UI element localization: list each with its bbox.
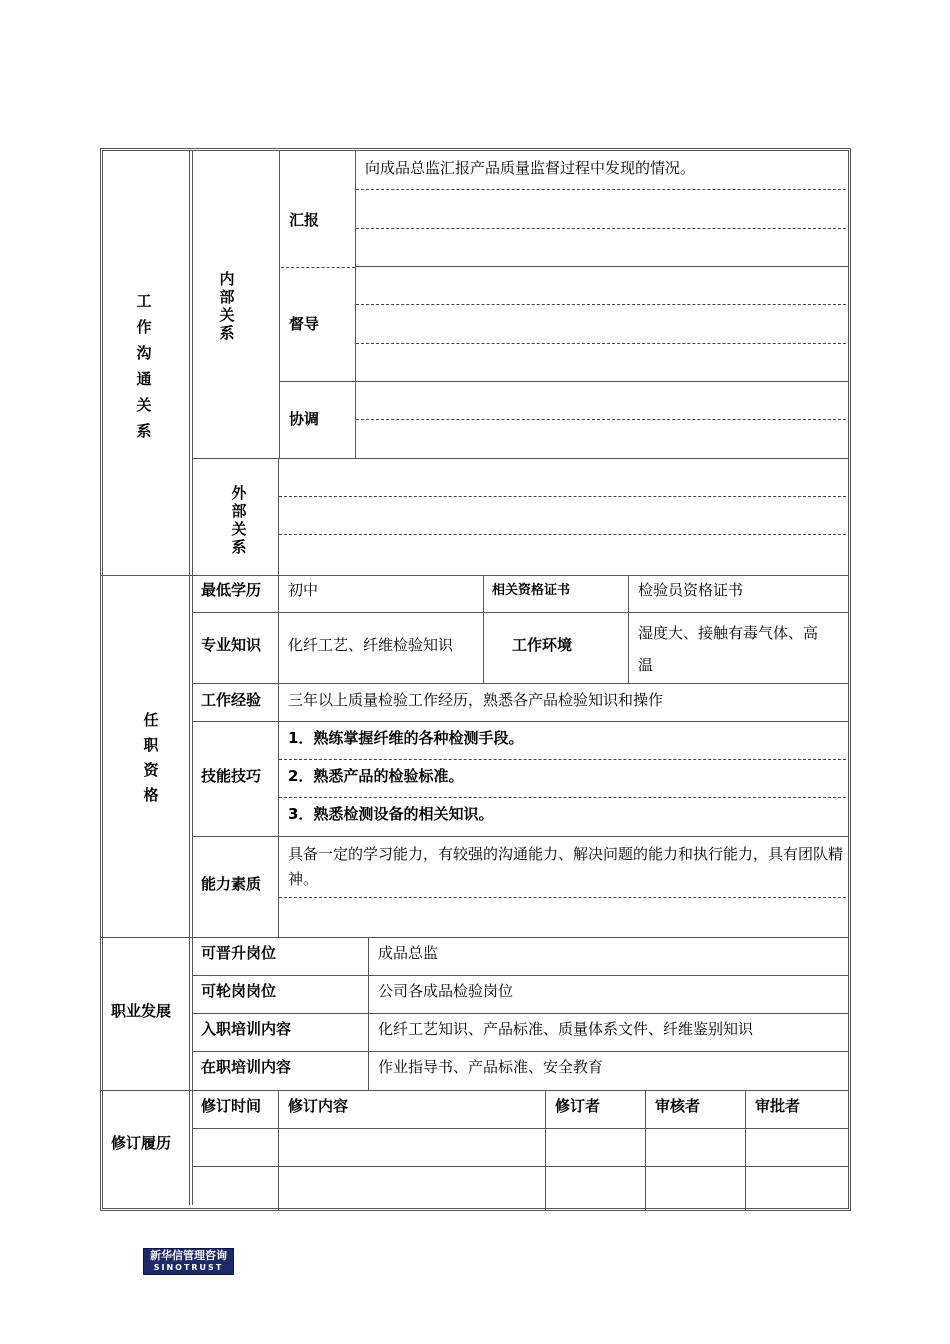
dash-line-label	[281, 267, 355, 268]
skill-item: 2．熟悉产品的检验标准。	[288, 767, 464, 785]
dash-line	[279, 496, 846, 497]
job-description-table	[100, 148, 849, 1211]
divider-col	[745, 1091, 746, 1211]
dash-line	[279, 897, 846, 898]
dash-line	[356, 228, 846, 229]
section-title-revision: 修订履历	[111, 1134, 172, 1152]
ability-value: 具备一定的学习能力，有较强的沟通能力、解决问题的能力和执行能力，具有团队精神。	[288, 845, 844, 888]
report-label: 汇报	[289, 211, 320, 229]
experience-value: 三年以上质量检验工作经历，熟悉各产品检验知识和操作	[288, 691, 664, 709]
divider-external-col	[278, 459, 279, 575]
external-relation-label: 外部关系	[231, 484, 247, 556]
divider-row	[192, 1013, 849, 1014]
divider-qualification	[100, 575, 849, 576]
divider-internal-external	[192, 458, 849, 459]
divider-col	[545, 1091, 546, 1211]
divider-col-main	[189, 151, 190, 1205]
divider-row	[192, 683, 849, 684]
skills-label: 技能技巧	[201, 767, 262, 785]
education-label: 最低学历	[201, 581, 262, 599]
divider-revision	[100, 1090, 849, 1091]
environment-label: 工作环境	[512, 636, 573, 654]
certificate-value: 检验员资格证书	[638, 581, 744, 599]
divider-col	[483, 612, 484, 683]
dash-line	[356, 419, 846, 420]
experience-label: 工作经验	[201, 691, 262, 709]
revision-header-reviewer: 审核者	[655, 1097, 701, 1115]
divider-row	[192, 1166, 849, 1167]
revision-header-approver: 审批者	[755, 1097, 801, 1115]
certificate-label: 相关资格证书	[492, 583, 571, 598]
divider-label-col	[278, 576, 279, 937]
skill-item: 1．熟练掌握纤维的各种检测手段。	[288, 729, 524, 747]
skill-item: 3．熟悉检测设备的相关知识。	[288, 805, 494, 823]
revision-header-content: 修订内容	[288, 1097, 349, 1115]
divider-row	[192, 1051, 849, 1052]
divider-row	[192, 612, 849, 613]
dash-line	[356, 304, 846, 305]
divider-col	[645, 1091, 646, 1211]
divider-col-main-2	[192, 151, 193, 1205]
divider-row	[192, 836, 849, 837]
section-title-career: 职业发展	[111, 1002, 172, 1020]
divider-row	[192, 1128, 849, 1129]
dash-line	[356, 189, 846, 190]
internal-relation-label: 内部关系	[219, 270, 235, 342]
divider-career	[100, 937, 849, 938]
divider-col	[278, 1091, 279, 1211]
divider-internal-col	[279, 151, 280, 459]
divider-supervise	[280, 381, 849, 382]
career-row-value: 公司各成品检验岗位	[378, 982, 514, 1000]
revision-header-reviser: 修订者	[555, 1097, 601, 1115]
career-row-label: 入职培训内容	[201, 1020, 292, 1038]
divider-row	[192, 721, 849, 722]
coordinate-label: 协调	[289, 410, 320, 428]
environment-value: 湿度大、接触有毒气体、高温	[638, 624, 819, 674]
sinotrust-logo	[143, 1248, 234, 1275]
report-text: 向成品总监汇报产品质量监督过程中发现的情况。	[365, 159, 696, 177]
divider-label-col	[355, 151, 356, 459]
supervise-label: 督导	[289, 315, 320, 333]
divider-col	[483, 576, 484, 612]
dash-line	[279, 797, 846, 798]
divider-report	[356, 266, 849, 267]
career-row-value: 作业指导书、产品标准、安全教育	[378, 1058, 604, 1076]
dash-line	[279, 759, 846, 760]
career-row-label: 在职培训内容	[201, 1058, 292, 1076]
divider-col	[628, 576, 629, 683]
career-row-value: 化纤工艺知识、产品标准、质量体系文件、纤维鉴别知识	[378, 1020, 754, 1038]
career-row-label: 可晋升岗位	[201, 944, 277, 962]
divider-row	[192, 975, 849, 976]
career-row-value: 成品总监	[378, 944, 439, 962]
career-row-label: 可轮岗岗位	[201, 982, 277, 1000]
education-value: 初中	[288, 581, 319, 599]
section-title-communication: 工作沟通关系	[136, 292, 152, 440]
ability-label: 能力素质	[201, 875, 262, 893]
dash-line	[279, 534, 846, 535]
revision-header-time: 修订时间	[201, 1097, 262, 1115]
knowledge-value: 化纤工艺、纤维检验知识	[288, 636, 454, 654]
section-title-qualification: 任职资格	[143, 711, 159, 804]
logo-line1: 新华信管理咨询	[150, 1249, 227, 1262]
dash-line	[356, 343, 846, 344]
divider-label-col	[368, 938, 369, 1090]
logo-line2: SINOTRUST	[153, 1263, 224, 1272]
knowledge-label: 专业知识	[201, 636, 262, 654]
